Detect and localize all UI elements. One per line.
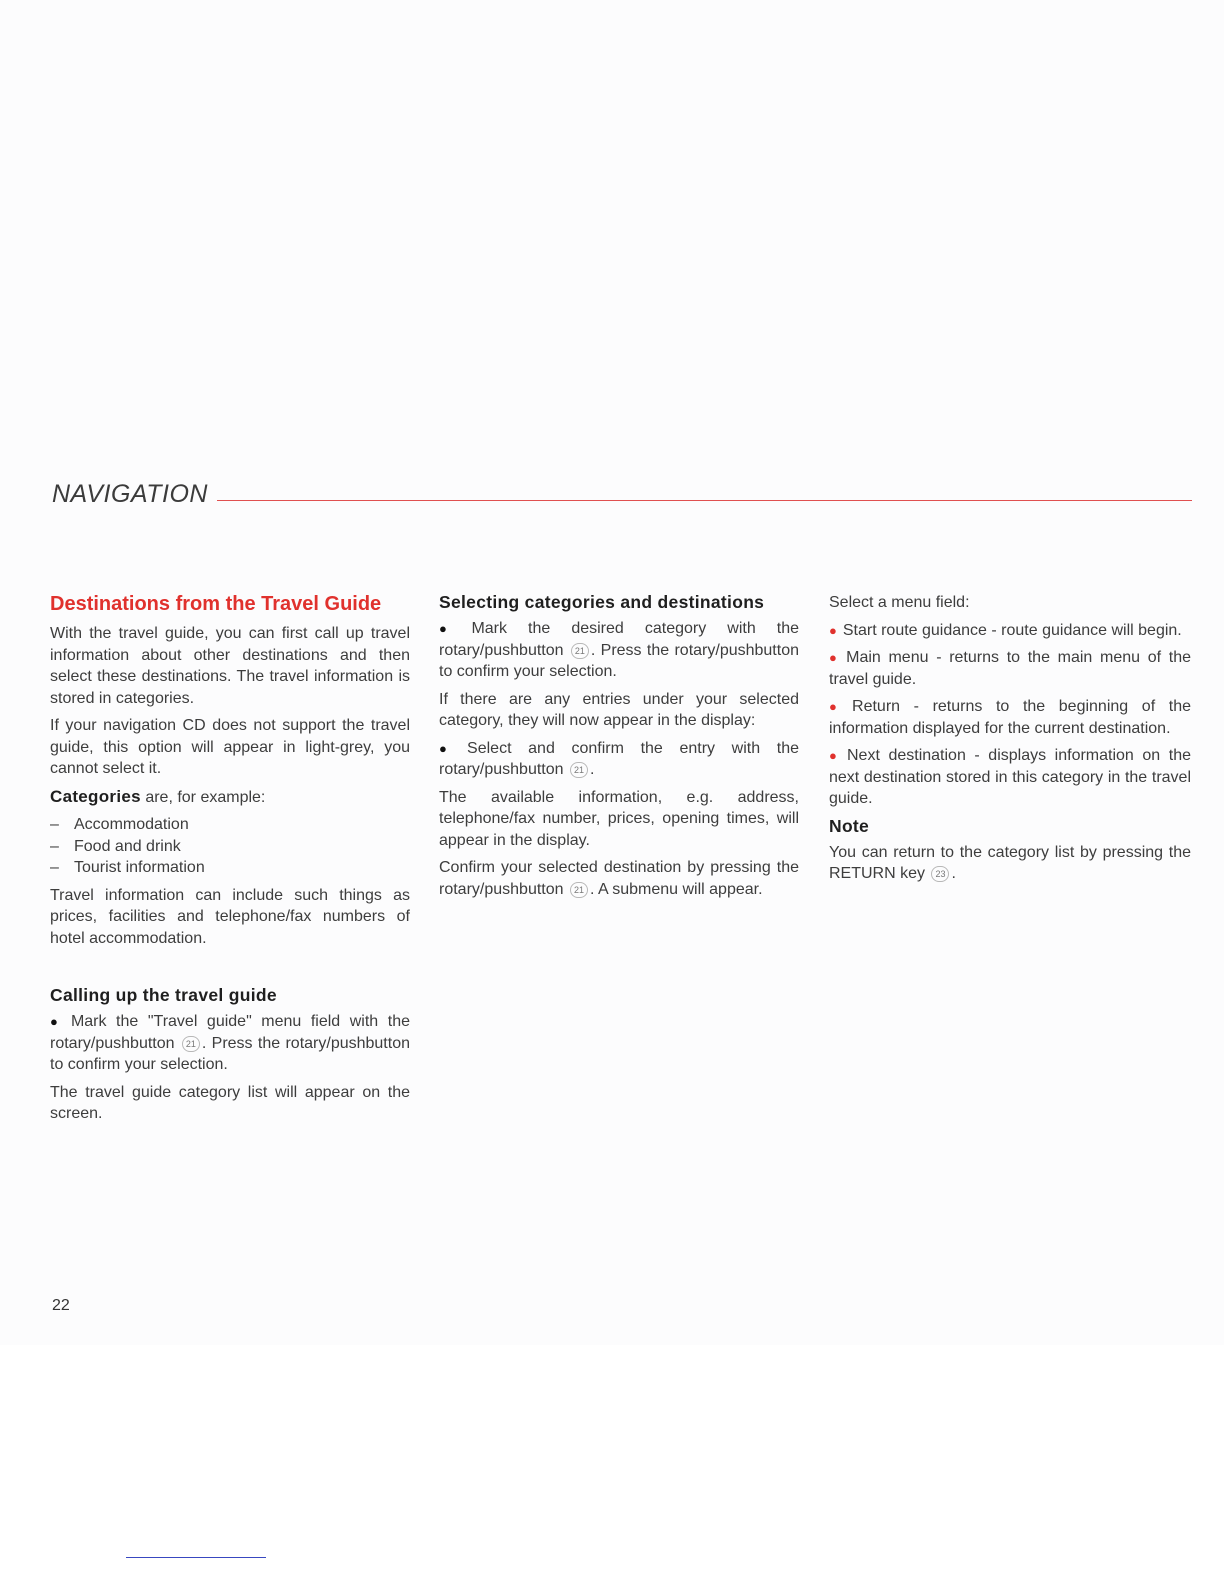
categories-label: Categories (50, 786, 141, 806)
paragraph: With the travel guide, you can first call up travel information about other destinations and then select these destinations. The travel information is stored in categories. (50, 625, 410, 707)
bullet-icon: ● (439, 621, 464, 636)
note-text: You can return to the category list by pressing the RETURN key 23 . (829, 843, 1191, 882)
column-3 (829, 592, 1191, 891)
control-reference-badge: 21 (570, 882, 588, 898)
page-number: 22 (52, 1297, 70, 1314)
note-heading: Note (829, 815, 870, 836)
step-item: ● Select and confirm the entry with the rotary/pushbutton 21 . (439, 739, 799, 778)
section-title: Destinations from the Travel Guide (50, 593, 382, 615)
bottom-rule (126, 1557, 266, 1558)
page-header (52, 480, 1192, 520)
bullet-icon: ● (50, 1014, 63, 1029)
control-reference-badge: 21 (570, 762, 588, 778)
list-item: – Food and drink (50, 836, 410, 858)
paragraph: Select a menu field: (829, 594, 970, 611)
control-reference-badge: 21 (182, 1036, 200, 1052)
column-2 (439, 592, 799, 906)
category-examples-list (50, 814, 410, 879)
paragraph: Travel information can include such things as prices, facilities and telephone/fax numbers of hotel accommodation. (50, 886, 410, 947)
selecting-heading: Selecting categories and destinations (439, 592, 765, 612)
step-item: ● Mark the desired category with the rotary/pushbutton 21 . Press the rotary/pushbutton to confirm your selection. (439, 620, 799, 680)
red-bullet-icon: ● (829, 748, 841, 763)
menu-field-item: ● Return - returns to the beginning of the information displayed for the current destination. (829, 698, 1191, 737)
list-item: – Accommodation (50, 814, 410, 836)
menu-field-item: ● Main menu - returns to the main menu of the travel guide. (829, 649, 1191, 688)
red-bullet-icon: ● (829, 650, 841, 665)
paragraph: If your navigation CD does not support the travel guide, this option will appear in light-grey, you cannot select it. (50, 717, 410, 777)
menu-field-item: ● Start route guidance - route guidance will begin. (829, 621, 1182, 639)
header-rule (217, 500, 1192, 501)
categories-text: are, for example: (140, 788, 266, 806)
paragraph: The travel guide category list will appear on the screen. (50, 1083, 410, 1122)
paragraph: The available information, e.g. address, telephone/fax number, prices, opening times, will appear in the display. (439, 788, 799, 849)
chapter-title: NAVIGATION (52, 480, 208, 508)
control-reference-badge: 21 (571, 643, 589, 659)
categories-line (50, 786, 410, 809)
red-bullet-icon: ● (829, 699, 847, 714)
step-item: ● Mark the "Travel guide" menu field with the rotary/pushbutton 21 . Press the rotary/pushbutton to confirm your selection. (50, 1013, 410, 1073)
calling-heading: Calling up the travel guide (50, 985, 277, 1005)
bullet-icon: ● (439, 740, 460, 756)
column-1 (50, 592, 410, 1131)
menu-field-item: ● Next destination - displays information on the next destination stored in this category in the travel guide. (829, 747, 1192, 807)
paragraph: If there are any entries under your selected category, they will now appear in the display: (439, 690, 799, 729)
control-reference-badge: 23 (931, 866, 949, 882)
paragraph: Confirm your selected destination by pressing the rotary/pushbutton 21 . A submenu will appear. (439, 859, 799, 898)
red-bullet-icon: ● (829, 622, 837, 638)
list-item: – Tourist information (50, 857, 410, 879)
